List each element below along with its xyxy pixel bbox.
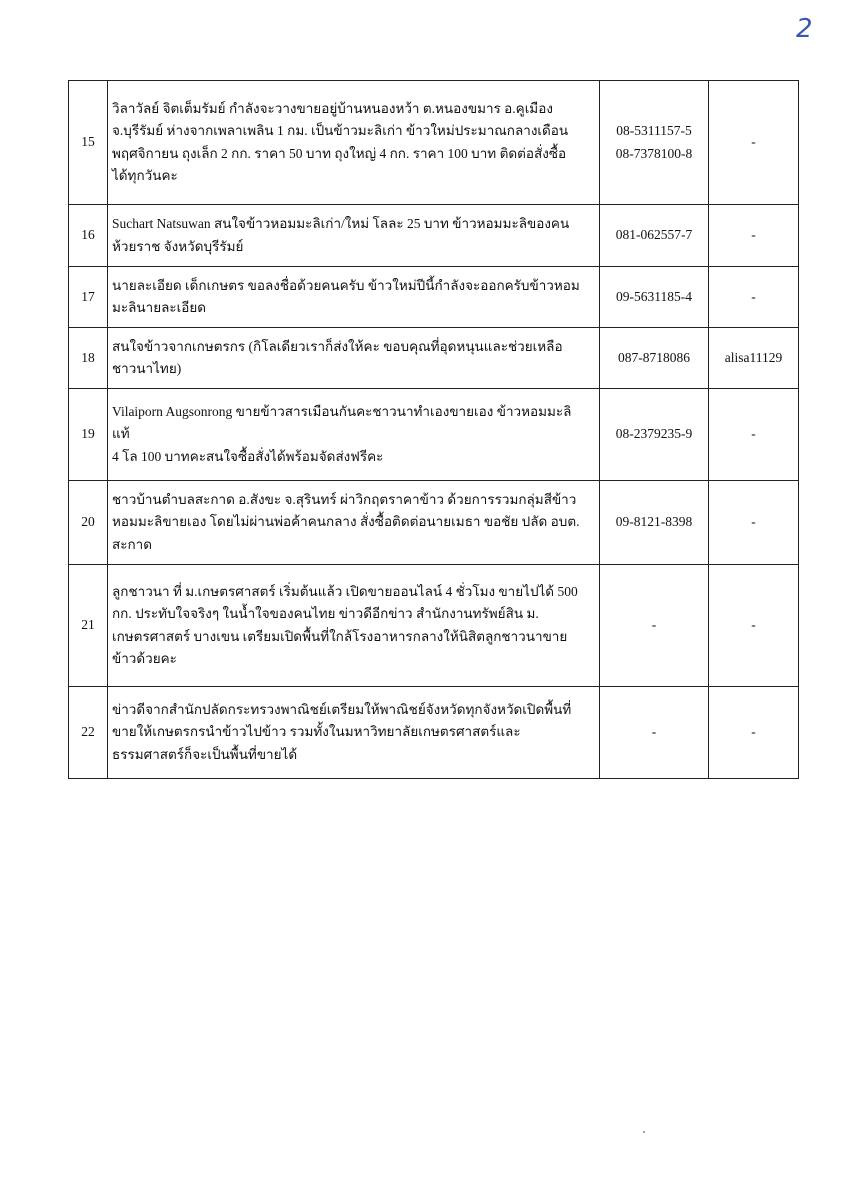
seller-detail: Vilaiporn Augsonrong ขายข้าวสารเมือนกันคะชาวนาทำเองขายเอง ข้าวหอมมะลิ แท้ 4 โล 100 บาทคะสนใจซื้อสั่งได้พร้อมจัดส่งฟรีคะ	[108, 389, 600, 481]
phone-number: 09-5631185-4	[600, 267, 709, 328]
line-id: -	[709, 205, 799, 267]
table-row	[69, 389, 799, 481]
row-number: 18	[69, 328, 108, 389]
phone-number: -	[600, 565, 709, 687]
row-number: 16	[69, 205, 108, 267]
phone-number: 081-062557-7	[600, 205, 709, 267]
phone-number: 09-8121-8398	[600, 481, 709, 565]
seller-detail: ลูกชาวนา ที่ ม.เกษตรศาสตร์ เริ่มต้นแล้ว เปิดขายออนไลน์ 4 ชั่วโมง ขายไปได้ 500 กก. ประทับใจจริงๆ ในน้ำใจของคนไทย ข่าวดีอีกข่าว สำนักงานทรัพย์สิน ม. เกษตรศาสตร์ บางเขน เตรียมเปิดพื้นที่ใกล้โรงอาหารกลางให้นิสิตลูกชาวนาขาย ข้าวด้วยคะ	[108, 565, 600, 687]
table-row	[69, 81, 799, 205]
row-number: 21	[69, 565, 108, 687]
row-number: 20	[69, 481, 108, 565]
row-number: 15	[69, 81, 108, 205]
seller-detail: Suchart Natsuwan สนใจข้าวหอมมะลิเก่า/ใหม่ โลละ 25 บาท ข้าวหอมมะลิของคน ห้วยราช จังหวัดบุรีรัมย์	[108, 205, 600, 267]
table-row	[69, 481, 799, 565]
row-number: 22	[69, 687, 108, 779]
phone-number: 087-8718086	[600, 328, 709, 389]
phone-number: -	[600, 687, 709, 779]
line-id: alisa11129	[709, 328, 799, 389]
table-row	[69, 687, 799, 779]
line-id: -	[709, 565, 799, 687]
row-number: 17	[69, 267, 108, 328]
scan-speck	[643, 1131, 645, 1133]
table-row	[69, 267, 799, 328]
line-id: -	[709, 687, 799, 779]
seller-detail: สนใจข้าวจากเกษตรกร (กิโลเดียวเราก็ส่งให้คะ ขอบคุณที่อุดหนุนและช่วยเหลือ ชาวนาไทย)	[108, 328, 600, 389]
table-row	[69, 205, 799, 267]
seller-detail: ชาวบ้านตำบลสะกาด อ.สังขะ จ.สุรินทร์ ผ่าวิกฤตราคาข้าว ด้วยการรวมกลุ่มสีข้าว หอมมะลิขายเอง โดยไม่ผ่านพ่อค้าคนกลาง สั่งซื้อติดต่อนายเมธา ขอชัย ปลัด อบต. สะกาด	[108, 481, 600, 565]
phone-number: 08-5311157-5 08-7378100-8	[600, 81, 709, 205]
seller-detail: วิลาวัลย์ จิตเต็มรัมย์ กำลังจะวางขายอยู่บ้านหนองหว้า ต.หนองขมาร อ.คูเมือง จ.บุรีรัมย์ ห่างจากเพลาเพลิน 1 กม. เป็นข้าวมะลิเก่า ข้าวใหม่ประมาณกลางเดือน พฤศจิกายน ถุงเล็ก 2 กก. ราคา 50 บาท ถุงใหญ่ 4 กก. ราคา 100 บาท ติดต่อสั่งซื้อ ได้ทุกวันคะ	[108, 81, 600, 205]
seller-detail: ข่าวดีจากสำนักปลัดกระทรวงพาณิชย์เตรียมให้พาณิชย์จังหวัดทุกจังหวัดเปิดพื้นที่ ขายให้เกษตรกรนำข้าวไปข้าว รวมทั้งในมหาวิทยาลัยเกษตรศาสตร์และ ธรรมศาสตร์ก็จะเป็นพื้นที่ขายได้	[108, 687, 600, 779]
table-row	[69, 565, 799, 687]
rice-seller-table	[68, 80, 799, 779]
seller-detail: นายละเอียด เด็กเกษตร ขอลงชื่อด้วยคนครับ ข้าวใหม่ปีนี้กำลังจะออกครับข้าวหอม มะลินายละเอียด	[108, 267, 600, 328]
phone-number: 08-2379235-9	[600, 389, 709, 481]
row-number: 19	[69, 389, 108, 481]
line-id: -	[709, 389, 799, 481]
table-row	[69, 328, 799, 389]
line-id: -	[709, 81, 799, 205]
line-id: -	[709, 481, 799, 565]
page-number: 2	[796, 14, 813, 44]
line-id: -	[709, 267, 799, 328]
